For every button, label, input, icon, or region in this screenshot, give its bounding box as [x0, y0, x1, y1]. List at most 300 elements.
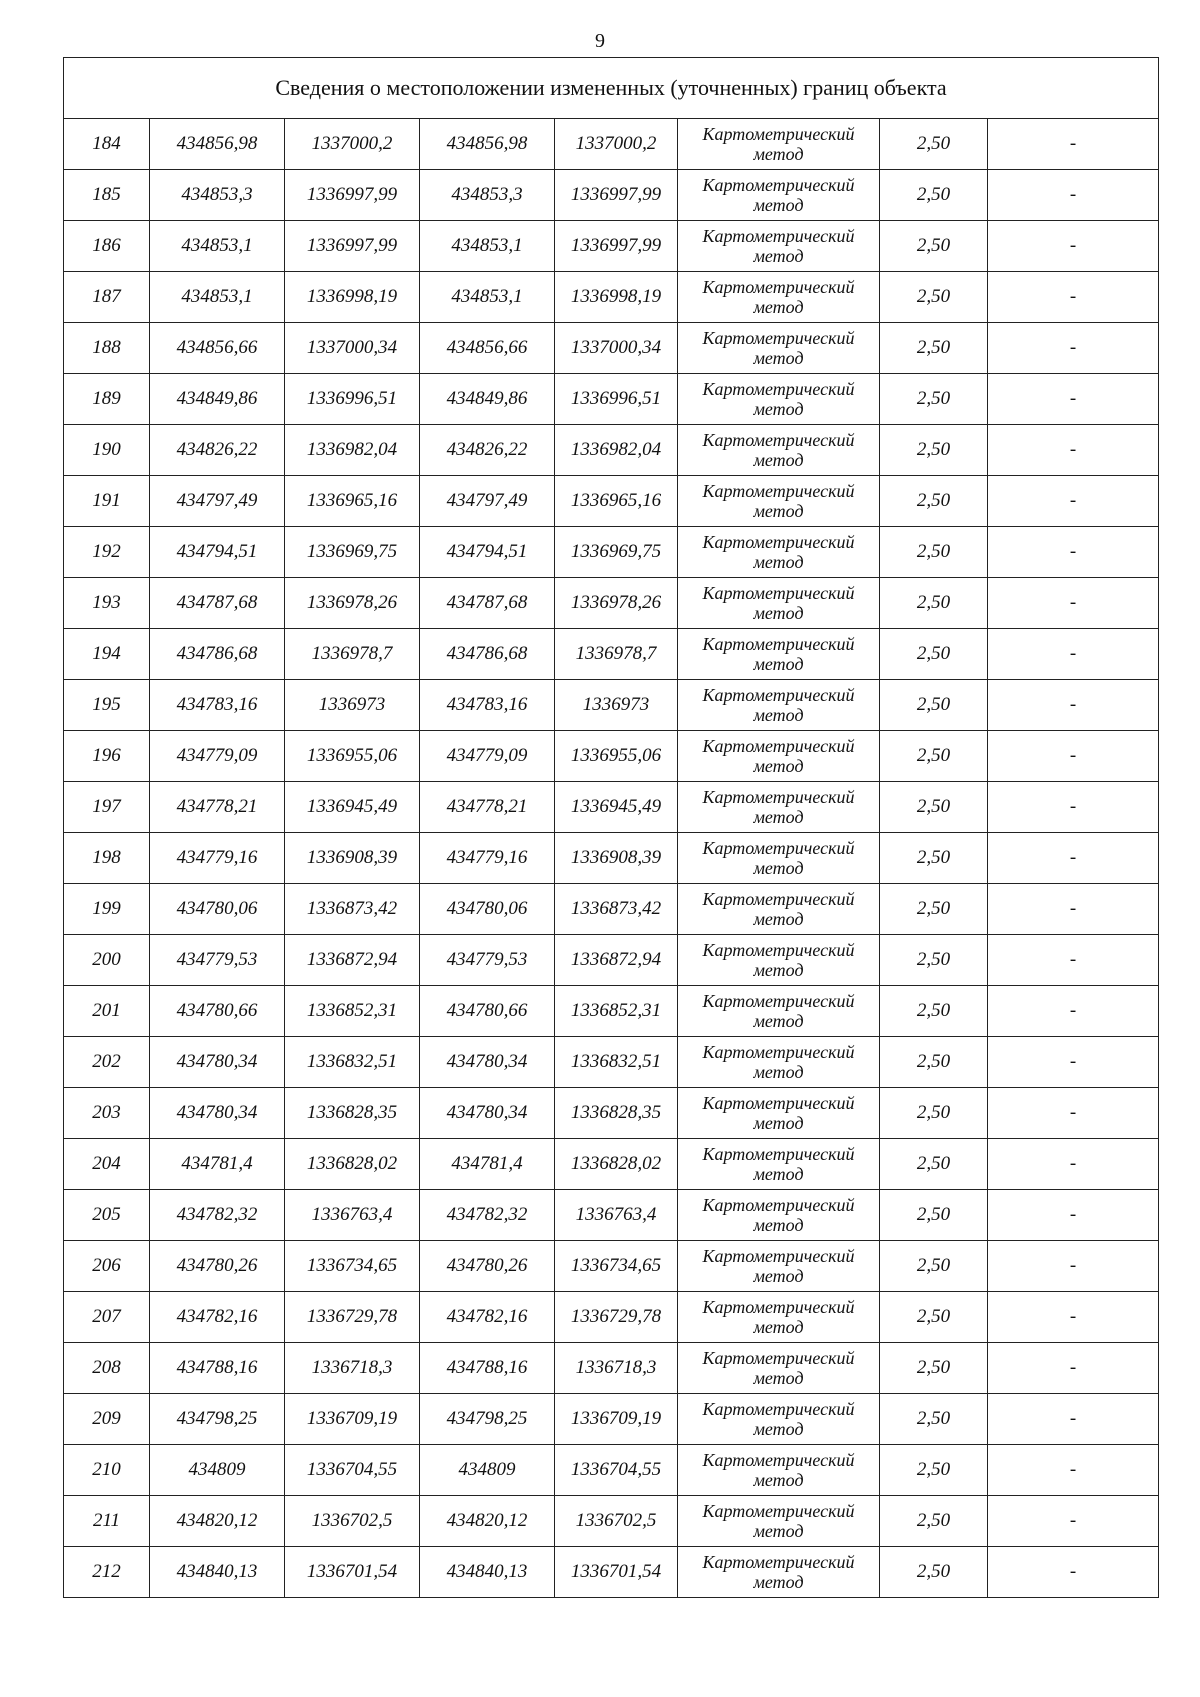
refined-y-cell: 1336997,99	[555, 221, 678, 272]
refined-y-cell: 1336978,7	[555, 629, 678, 680]
method-line1: Картометрический	[702, 175, 855, 195]
point-number-cell: 210	[64, 1445, 150, 1496]
method-line2: метод	[753, 450, 804, 470]
existing-y-cell: 1336982,04	[285, 425, 420, 476]
refined-x-cell: 434779,53	[420, 935, 555, 986]
method-line1: Картометрический	[702, 889, 855, 909]
note-cell: -	[988, 1037, 1159, 1088]
existing-x-cell: 434783,16	[150, 680, 285, 731]
accuracy-cell: 2,50	[880, 1445, 988, 1496]
refined-y-cell: 1336965,16	[555, 476, 678, 527]
accuracy-cell: 2,50	[880, 1139, 988, 1190]
method-line1: Картометрический	[702, 328, 855, 348]
method-line1: Картометрический	[702, 1246, 855, 1266]
method-line2: метод	[753, 297, 804, 317]
method-cell	[678, 1088, 880, 1139]
accuracy-cell: 2,50	[880, 731, 988, 782]
method-line2: метод	[753, 1062, 804, 1082]
table-row	[64, 884, 1159, 935]
refined-x-cell: 434786,68	[420, 629, 555, 680]
note-cell: -	[988, 170, 1159, 221]
table-title: Сведения о местоположении измененных (уточненных) границ объекта	[64, 58, 1159, 119]
table-row	[64, 374, 1159, 425]
refined-x-cell: 434783,16	[420, 680, 555, 731]
table-row	[64, 1037, 1159, 1088]
existing-x-cell: 434778,21	[150, 782, 285, 833]
note-cell: -	[988, 374, 1159, 425]
point-number-cell: 186	[64, 221, 150, 272]
method-line1: Картометрический	[702, 277, 855, 297]
existing-x-cell: 434780,66	[150, 986, 285, 1037]
refined-y-cell: 1336872,94	[555, 935, 678, 986]
method-line2: метод	[753, 552, 804, 572]
method-line2: метод	[753, 195, 804, 215]
table-row	[64, 1292, 1159, 1343]
table-row	[64, 1088, 1159, 1139]
existing-y-cell: 1336997,99	[285, 170, 420, 221]
method-line2: метод	[753, 654, 804, 674]
table-row	[64, 170, 1159, 221]
existing-x-cell: 434786,68	[150, 629, 285, 680]
note-cell: -	[988, 1190, 1159, 1241]
method-line1: Картометрический	[702, 430, 855, 450]
refined-x-cell: 434853,3	[420, 170, 555, 221]
accuracy-cell: 2,50	[880, 884, 988, 935]
existing-x-cell: 434809	[150, 1445, 285, 1496]
refined-x-cell: 434849,86	[420, 374, 555, 425]
method-line2: метод	[753, 1164, 804, 1184]
accuracy-cell: 2,50	[880, 323, 988, 374]
method-line1: Картометрический	[702, 685, 855, 705]
existing-x-cell: 434853,3	[150, 170, 285, 221]
table-row	[64, 1139, 1159, 1190]
accuracy-cell: 2,50	[880, 833, 988, 884]
table-row	[64, 425, 1159, 476]
table-row	[64, 272, 1159, 323]
existing-x-cell: 434782,32	[150, 1190, 285, 1241]
method-cell	[678, 1496, 880, 1547]
method-cell	[678, 527, 880, 578]
existing-y-cell: 1336998,19	[285, 272, 420, 323]
method-cell	[678, 731, 880, 782]
existing-y-cell: 1337000,34	[285, 323, 420, 374]
existing-y-cell: 1336702,5	[285, 1496, 420, 1547]
refined-y-cell: 1336945,49	[555, 782, 678, 833]
existing-x-cell: 434856,98	[150, 119, 285, 170]
accuracy-cell: 2,50	[880, 986, 988, 1037]
refined-y-cell: 1336734,65	[555, 1241, 678, 1292]
point-number-cell: 193	[64, 578, 150, 629]
existing-y-cell: 1336852,31	[285, 986, 420, 1037]
note-cell: -	[988, 680, 1159, 731]
method-cell	[678, 986, 880, 1037]
note-cell: -	[988, 119, 1159, 170]
refined-y-cell: 1336873,42	[555, 884, 678, 935]
point-number-cell: 209	[64, 1394, 150, 1445]
refined-x-cell: 434780,66	[420, 986, 555, 1037]
method-line1: Картометрический	[702, 1399, 855, 1419]
existing-y-cell: 1336945,49	[285, 782, 420, 833]
accuracy-cell: 2,50	[880, 425, 988, 476]
point-number-cell: 192	[64, 527, 150, 578]
refined-x-cell: 434778,21	[420, 782, 555, 833]
note-cell: -	[988, 323, 1159, 374]
table-row	[64, 782, 1159, 833]
note-cell: -	[988, 1139, 1159, 1190]
existing-x-cell: 434780,34	[150, 1037, 285, 1088]
method-cell	[678, 578, 880, 629]
refined-x-cell: 434787,68	[420, 578, 555, 629]
table-row	[64, 323, 1159, 374]
accuracy-cell: 2,50	[880, 1394, 988, 1445]
refined-y-cell: 1336729,78	[555, 1292, 678, 1343]
existing-x-cell: 434797,49	[150, 476, 285, 527]
table-row	[64, 1190, 1159, 1241]
accuracy-cell: 2,50	[880, 680, 988, 731]
method-line1: Картометрический	[702, 1144, 855, 1164]
refined-x-cell: 434853,1	[420, 272, 555, 323]
existing-x-cell: 434787,68	[150, 578, 285, 629]
method-line1: Картометрический	[702, 481, 855, 501]
table-row	[64, 1547, 1159, 1598]
existing-x-cell: 434798,25	[150, 1394, 285, 1445]
point-number-cell: 207	[64, 1292, 150, 1343]
existing-y-cell: 1336729,78	[285, 1292, 420, 1343]
refined-x-cell: 434780,26	[420, 1241, 555, 1292]
method-line2: метод	[753, 1572, 804, 1592]
refined-y-cell: 1337000,34	[555, 323, 678, 374]
table-row	[64, 119, 1159, 170]
table-row	[64, 221, 1159, 272]
point-number-cell: 191	[64, 476, 150, 527]
table-row	[64, 629, 1159, 680]
existing-y-cell: 1336701,54	[285, 1547, 420, 1598]
method-cell	[678, 833, 880, 884]
method-line1: Картометрический	[702, 532, 855, 552]
accuracy-cell: 2,50	[880, 1496, 988, 1547]
refined-y-cell: 1336973	[555, 680, 678, 731]
existing-y-cell: 1336969,75	[285, 527, 420, 578]
method-line1: Картометрический	[702, 838, 855, 858]
table-row	[64, 1241, 1159, 1292]
note-cell: -	[988, 782, 1159, 833]
method-line1: Картометрический	[702, 226, 855, 246]
existing-y-cell: 1336873,42	[285, 884, 420, 935]
method-line2: метод	[753, 399, 804, 419]
existing-x-cell: 434853,1	[150, 221, 285, 272]
method-line2: метод	[753, 705, 804, 725]
existing-x-cell: 434780,26	[150, 1241, 285, 1292]
method-line2: метод	[753, 501, 804, 521]
method-line2: метод	[753, 1266, 804, 1286]
method-line2: метод	[753, 1521, 804, 1541]
table-row	[64, 833, 1159, 884]
method-line2: метод	[753, 909, 804, 929]
point-number-cell: 208	[64, 1343, 150, 1394]
refined-y-cell: 1336828,02	[555, 1139, 678, 1190]
refined-y-cell: 1336852,31	[555, 986, 678, 1037]
refined-y-cell: 1336969,75	[555, 527, 678, 578]
method-line1: Картометрический	[702, 1042, 855, 1062]
table-row	[64, 1445, 1159, 1496]
accuracy-cell: 2,50	[880, 1292, 988, 1343]
existing-x-cell: 434849,86	[150, 374, 285, 425]
existing-y-cell: 1336828,02	[285, 1139, 420, 1190]
table-row	[64, 578, 1159, 629]
point-number-cell: 203	[64, 1088, 150, 1139]
refined-x-cell: 434794,51	[420, 527, 555, 578]
table-row	[64, 731, 1159, 782]
existing-y-cell: 1336709,19	[285, 1394, 420, 1445]
method-line1: Картометрический	[702, 1348, 855, 1368]
existing-y-cell: 1336718,3	[285, 1343, 420, 1394]
refined-y-cell: 1336832,51	[555, 1037, 678, 1088]
existing-y-cell: 1336872,94	[285, 935, 420, 986]
refined-x-cell: 434782,32	[420, 1190, 555, 1241]
table-title-row	[64, 58, 1159, 119]
existing-y-cell: 1337000,2	[285, 119, 420, 170]
method-line2: метод	[753, 858, 804, 878]
note-cell: -	[988, 731, 1159, 782]
refined-y-cell: 1336996,51	[555, 374, 678, 425]
method-cell	[678, 170, 880, 221]
method-line2: метод	[753, 1470, 804, 1490]
boundary-coordinates-table	[63, 57, 1159, 1598]
method-line2: метод	[753, 1113, 804, 1133]
accuracy-cell: 2,50	[880, 1241, 988, 1292]
method-line2: метод	[753, 246, 804, 266]
refined-x-cell: 434853,1	[420, 221, 555, 272]
method-line1: Картометрический	[702, 736, 855, 756]
method-cell	[678, 1547, 880, 1598]
accuracy-cell: 2,50	[880, 1088, 988, 1139]
method-line1: Картометрический	[702, 1195, 855, 1215]
method-line1: Картометрический	[702, 124, 855, 144]
refined-y-cell: 1336702,5	[555, 1496, 678, 1547]
refined-x-cell: 434779,16	[420, 833, 555, 884]
existing-y-cell: 1336978,26	[285, 578, 420, 629]
existing-y-cell: 1336734,65	[285, 1241, 420, 1292]
existing-y-cell: 1336965,16	[285, 476, 420, 527]
refined-x-cell: 434840,13	[420, 1547, 555, 1598]
existing-x-cell: 434782,16	[150, 1292, 285, 1343]
accuracy-cell: 2,50	[880, 119, 988, 170]
method-cell	[678, 680, 880, 731]
method-cell	[678, 374, 880, 425]
point-number-cell: 204	[64, 1139, 150, 1190]
method-cell	[678, 884, 880, 935]
existing-x-cell: 434779,09	[150, 731, 285, 782]
accuracy-cell: 2,50	[880, 1547, 988, 1598]
point-number-cell: 202	[64, 1037, 150, 1088]
method-line2: метод	[753, 807, 804, 827]
existing-x-cell: 434820,12	[150, 1496, 285, 1547]
existing-y-cell: 1336997,99	[285, 221, 420, 272]
accuracy-cell: 2,50	[880, 170, 988, 221]
existing-x-cell: 434780,34	[150, 1088, 285, 1139]
point-number-cell: 195	[64, 680, 150, 731]
table-row	[64, 1343, 1159, 1394]
refined-x-cell: 434856,98	[420, 119, 555, 170]
refined-x-cell: 434856,66	[420, 323, 555, 374]
method-cell	[678, 782, 880, 833]
table-row	[64, 527, 1159, 578]
accuracy-cell: 2,50	[880, 578, 988, 629]
method-line1: Картометрический	[702, 634, 855, 654]
table-row	[64, 1394, 1159, 1445]
method-line2: метод	[753, 1011, 804, 1031]
method-cell	[678, 1037, 880, 1088]
table-row	[64, 986, 1159, 1037]
point-number-cell: 206	[64, 1241, 150, 1292]
note-cell: -	[988, 1547, 1159, 1598]
method-line2: метод	[753, 756, 804, 776]
existing-y-cell: 1336828,35	[285, 1088, 420, 1139]
existing-x-cell: 434788,16	[150, 1343, 285, 1394]
note-cell: -	[988, 935, 1159, 986]
existing-y-cell: 1336955,06	[285, 731, 420, 782]
method-cell	[678, 629, 880, 680]
method-line1: Картометрический	[702, 583, 855, 603]
accuracy-cell: 2,50	[880, 629, 988, 680]
note-cell: -	[988, 1394, 1159, 1445]
point-number-cell: 205	[64, 1190, 150, 1241]
method-line2: метод	[753, 348, 804, 368]
existing-y-cell: 1336832,51	[285, 1037, 420, 1088]
method-cell	[678, 1343, 880, 1394]
method-cell	[678, 1241, 880, 1292]
method-line1: Картометрический	[702, 940, 855, 960]
refined-y-cell: 1336704,55	[555, 1445, 678, 1496]
refined-x-cell: 434809	[420, 1445, 555, 1496]
method-cell	[678, 323, 880, 374]
point-number-cell: 196	[64, 731, 150, 782]
point-number-cell: 199	[64, 884, 150, 935]
refined-y-cell: 1336955,06	[555, 731, 678, 782]
accuracy-cell: 2,50	[880, 221, 988, 272]
point-number-cell: 212	[64, 1547, 150, 1598]
method-line1: Картометрический	[702, 1552, 855, 1572]
point-number-cell: 198	[64, 833, 150, 884]
accuracy-cell: 2,50	[880, 527, 988, 578]
table-row	[64, 476, 1159, 527]
note-cell: -	[988, 1343, 1159, 1394]
point-number-cell: 194	[64, 629, 150, 680]
note-cell: -	[988, 629, 1159, 680]
table-body	[64, 58, 1159, 1598]
refined-x-cell: 434820,12	[420, 1496, 555, 1547]
note-cell: -	[988, 1292, 1159, 1343]
existing-y-cell: 1336763,4	[285, 1190, 420, 1241]
accuracy-cell: 2,50	[880, 374, 988, 425]
note-cell: -	[988, 986, 1159, 1037]
method-line1: Картометрический	[702, 1450, 855, 1470]
method-cell	[678, 1394, 880, 1445]
note-cell: -	[988, 884, 1159, 935]
refined-y-cell: 1336998,19	[555, 272, 678, 323]
note-cell: -	[988, 1445, 1159, 1496]
existing-x-cell: 434856,66	[150, 323, 285, 374]
method-cell	[678, 1190, 880, 1241]
refined-x-cell: 434780,34	[420, 1088, 555, 1139]
existing-x-cell: 434853,1	[150, 272, 285, 323]
page-number: 9	[595, 30, 605, 52]
refined-y-cell: 1336763,4	[555, 1190, 678, 1241]
refined-x-cell: 434780,34	[420, 1037, 555, 1088]
note-cell: -	[988, 1241, 1159, 1292]
point-number-cell: 188	[64, 323, 150, 374]
method-line2: метод	[753, 1215, 804, 1235]
point-number-cell: 201	[64, 986, 150, 1037]
point-number-cell: 200	[64, 935, 150, 986]
refined-y-cell: 1336997,99	[555, 170, 678, 221]
existing-y-cell: 1336908,39	[285, 833, 420, 884]
method-line1: Картометрический	[702, 787, 855, 807]
refined-y-cell: 1336978,26	[555, 578, 678, 629]
method-line1: Картометрический	[702, 991, 855, 1011]
refined-x-cell: 434779,09	[420, 731, 555, 782]
table-row	[64, 935, 1159, 986]
table-row	[64, 1496, 1159, 1547]
existing-y-cell: 1336704,55	[285, 1445, 420, 1496]
method-line2: метод	[753, 1368, 804, 1388]
refined-x-cell: 434781,4	[420, 1139, 555, 1190]
note-cell: -	[988, 1088, 1159, 1139]
method-line2: метод	[753, 1317, 804, 1337]
refined-y-cell: 1336718,3	[555, 1343, 678, 1394]
accuracy-cell: 2,50	[880, 1343, 988, 1394]
point-number-cell: 187	[64, 272, 150, 323]
point-number-cell: 184	[64, 119, 150, 170]
existing-y-cell: 1336978,7	[285, 629, 420, 680]
accuracy-cell: 2,50	[880, 476, 988, 527]
note-cell: -	[988, 578, 1159, 629]
note-cell: -	[988, 425, 1159, 476]
refined-x-cell: 434826,22	[420, 425, 555, 476]
note-cell: -	[988, 476, 1159, 527]
existing-y-cell: 1336973	[285, 680, 420, 731]
method-line2: метод	[753, 960, 804, 980]
refined-y-cell: 1337000,2	[555, 119, 678, 170]
point-number-cell: 189	[64, 374, 150, 425]
refined-x-cell: 434788,16	[420, 1343, 555, 1394]
method-cell	[678, 1139, 880, 1190]
accuracy-cell: 2,50	[880, 935, 988, 986]
table-row	[64, 680, 1159, 731]
method-line1: Картометрический	[702, 1093, 855, 1113]
method-line2: метод	[753, 1419, 804, 1439]
method-line1: Картометрический	[702, 379, 855, 399]
method-cell	[678, 119, 880, 170]
existing-x-cell: 434840,13	[150, 1547, 285, 1598]
accuracy-cell: 2,50	[880, 1037, 988, 1088]
method-cell	[678, 221, 880, 272]
point-number-cell: 211	[64, 1496, 150, 1547]
existing-x-cell: 434780,06	[150, 884, 285, 935]
method-cell	[678, 425, 880, 476]
method-line1: Картометрический	[702, 1297, 855, 1317]
method-line1: Картометрический	[702, 1501, 855, 1521]
point-number-cell: 190	[64, 425, 150, 476]
method-cell	[678, 1292, 880, 1343]
existing-y-cell: 1336996,51	[285, 374, 420, 425]
point-number-cell: 197	[64, 782, 150, 833]
note-cell: -	[988, 221, 1159, 272]
note-cell: -	[988, 272, 1159, 323]
accuracy-cell: 2,50	[880, 1190, 988, 1241]
accuracy-cell: 2,50	[880, 272, 988, 323]
method-cell	[678, 1445, 880, 1496]
